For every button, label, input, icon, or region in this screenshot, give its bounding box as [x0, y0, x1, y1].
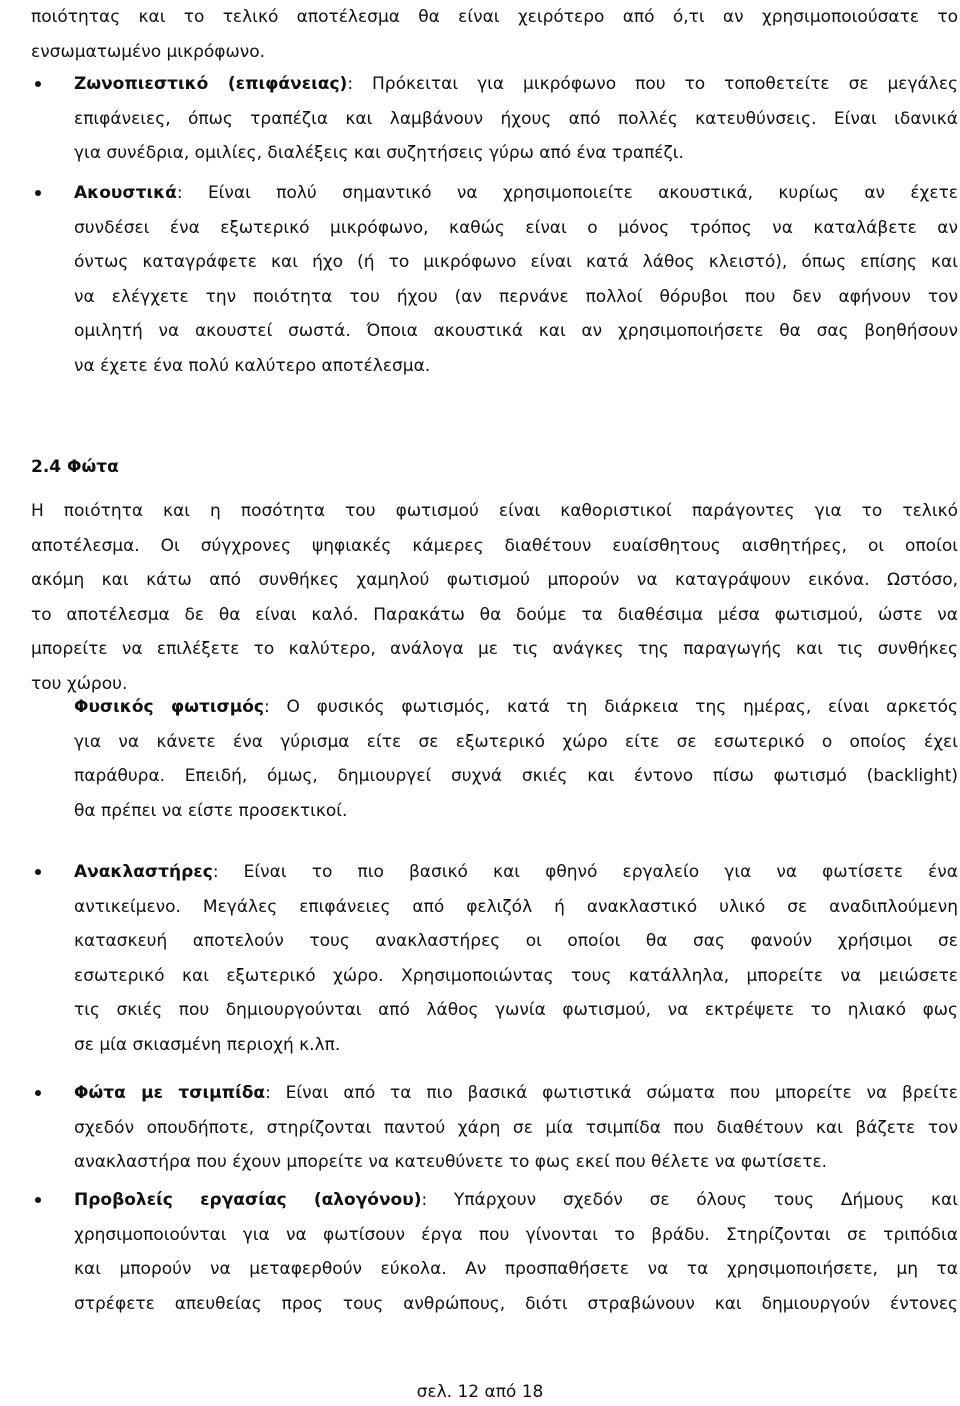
- text-line: μπορείτε να επιλέξετε το καλύτερο, ανάλογα με τις ανάγκες της παραγωγής και τις συνθήκες: [31, 639, 958, 659]
- bullet-term: Ανακλαστήρες: [74, 862, 213, 882]
- text-line: Φυσικός φωτισμός: Ο φυσικός φωτισμός, κατά τη διάρκεια της ημέρας, είναι αρκετός: [74, 697, 958, 717]
- text-line: θα πρέπει να είστε προσεκτικοί.: [74, 800, 348, 821]
- bullet-icon: [35, 869, 41, 875]
- text-line: συνδέσει ένα εξωτερικό μικρόφωνο, καθώς είναι ο μόνος τρόπος να καταλάβετε αν: [74, 217, 958, 238]
- text-line: αποτέλεσμα. Οι σύγχρονες ψηφιακές κάμερες διαθέτουν ευαίσθητους αισθητήρες, οι οποίοι: [31, 535, 958, 556]
- text-line: να έχετε ένα πολύ καλύτερο αποτέλεσμα.: [74, 355, 431, 376]
- text-line: κατασκευή αποτελούν τους ανακλαστήρες οι οποίοι θα σας φανούν χρήσιμοι σε: [74, 931, 958, 951]
- text-line: ενσωματωμένο μικρόφωνο.: [31, 41, 266, 62]
- text-line: χρησιμοποιούνται για να φωτίσουν έργα που γίνονται το βράδυ. Στηρίζονται σε τριπόδια: [74, 1224, 958, 1245]
- text-line: Η ποιότητα και η ποσότητα του φωτισμού είναι καθοριστικοί παράγοντες για το τελικό: [31, 501, 958, 521]
- section-heading: [31, 450, 119, 485]
- bullet-icon: [35, 81, 41, 87]
- text-line: στρέφετε απευθείας προς τους ανθρώπους, διότι στραβώνουν και δημιουργούν έντονες: [74, 1293, 958, 1314]
- text-line: για συνέδρια, ομιλίες, διαλέξεις και συζητήσεις γύρω από ένα τραπέζι.: [74, 143, 684, 163]
- text-line: παράθυρα. Επειδή, όμως, δημιουργεί συχνά σκιές και έντονο πίσω φωτισμό (backlight): [74, 766, 958, 786]
- text-line: Ακουστικά: Είναι πολύ σημαντικό να χρησιμοποιείτε ακουστικά, κυρίως αν έχετε: [74, 183, 958, 203]
- section-title: Φώτα: [67, 457, 119, 477]
- bullet-term: Προβολείς εργασίας (αλογόνου): [74, 1190, 422, 1210]
- intro-paragraph: [31, 494, 958, 701]
- text-line: Προβολείς εργασίας (αλογόνου): Υπάρχουν σχεδόν σε όλους τους Δήμους και: [74, 1190, 958, 1210]
- text-line: όντως καταγράφετε και ήχο (ή το μικρόφωνο είναι κατά λάθος κλειστό), όπως επίσης και: [74, 252, 958, 272]
- bullet-icon: [35, 1197, 41, 1203]
- text-line: Ζωνοπιεστικό (επιφάνειας): Πρόκειται για μικρόφωνο που το τοποθετείτε σε μεγάλες: [74, 74, 958, 94]
- text-line: επιφάνειες, όπως τραπέζια και λαμβάνουν ήχους από πολλές κατευθύνσεις. Είναι ιδανικά: [74, 108, 958, 129]
- text-line: σχεδόν οπουδήποτε, στηρίζονται παντού χάρη σε μία τσιμπίδα που διαθέτουν και βάζετε τον: [74, 1117, 958, 1138]
- text-line: Ανακλαστήρες: Είναι το πιο βασικό και φθηνό εργαλείο για να φωτίσετε ένα: [74, 862, 958, 882]
- bullet-icon: [35, 190, 41, 196]
- text-line: αντικείμενο. Μεγάλες επιφάνειες από φελιζόλ ή ανακλαστικό υλικό σε αναδιπλούμενη: [74, 896, 958, 917]
- bullet-term: Ζωνοπιεστικό (επιφάνειας): [74, 74, 348, 94]
- page-footer: σελ. 12 από 18: [416, 1382, 544, 1402]
- text-line: για να κάνετε ένα γύρισμα είτε σε εξωτερικό χώρο είτε σε εσωτερικό ο οποίος έχει: [74, 731, 958, 752]
- text-line: εσωτερικό και εξωτερικό χώρο. Χρησιμοποιώντας τους κατάλληλα, μπορείτε να μειώσετε: [74, 965, 958, 986]
- bullet-icon: [35, 1090, 41, 1096]
- continuation-paragraph: [31, 0, 958, 69]
- text-line: Φώτα με τσιμπίδα: Είναι από τα πιο βασικά φωτιστικά σώματα που μπορείτε να βρείτε: [74, 1083, 958, 1103]
- section-number: 2.4: [31, 457, 62, 477]
- text-line: του χώρου.: [31, 673, 128, 694]
- text-line: και μπορούν να μεταφερθούν εύκολα. Αν προσπαθήσετε να τα χρησιμοποιήσετε, μη τα: [74, 1259, 958, 1279]
- text-line: να ελέγχετε την ποιότητα του ήχου (αν περνάνε πολλοί θόρυβοι που δεν αφήνουν τον: [74, 286, 958, 307]
- text-line: ποιότητας και το τελικό αποτέλεσμα θα είναι χειρότερο από ό,τι αν χρησιμοποιούσατε το: [31, 7, 958, 27]
- bullet-term: Φώτα με τσιμπίδα: [74, 1083, 266, 1103]
- bullet-term: Ακουστικά: [74, 183, 177, 203]
- text-line: σε μία σκιασμένη περιοχή κ.λπ.: [74, 1034, 341, 1055]
- text-line: τις σκιές που δημιουργούνται από λάθος γωνία φωτισμού, να εκτρέψετε το ηλιακό φως: [74, 1000, 958, 1020]
- text-line: ομιλητή να ακουστεί σωστά. Όποια ακουστικά και αν χρησιμοποιήσετε θα σας βοηθήσουν: [74, 321, 958, 341]
- text-line: ακόμη και κάτω από συνθήκες χαμηλού φωτισμού μπορούν να καταγράψουν εικόνα. Ωστόσο,: [31, 570, 958, 590]
- text-line: ανακλαστήρα που έχουν μπορείτε να κατευθύνετε το φως εκεί που θέλετε να φωτίσετε.: [74, 1152, 828, 1172]
- item-term: Φυσικός φωτισμός: [74, 697, 264, 717]
- text-line: το αποτέλεσμα δε θα είναι καλό. Παρακάτω θα δούμε τα διαθέσιμα μέσα φωτισμού, ώστε να: [31, 604, 958, 625]
